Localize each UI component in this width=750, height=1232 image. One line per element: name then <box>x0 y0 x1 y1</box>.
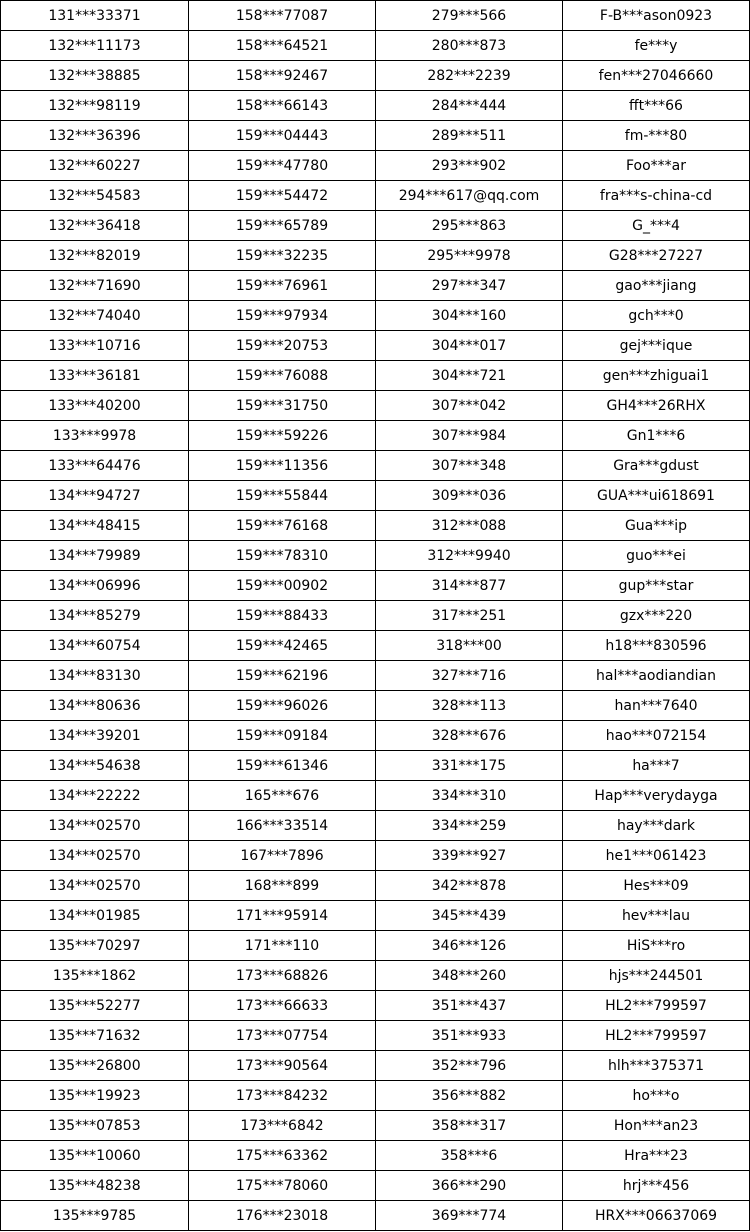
column-1-cell: 134***02570 <box>1 871 189 901</box>
column-2-cell: 159***00902 <box>189 571 376 601</box>
column-2-cell: 176***23018 <box>189 1201 376 1231</box>
column-1-cell: 133***10716 <box>1 331 189 361</box>
column-4-cell: Hes***09 <box>563 871 750 901</box>
table-row <box>1 331 750 361</box>
column-4-cell: fe***y <box>563 31 750 61</box>
column-3-cell: 328***113 <box>376 691 563 721</box>
table-row <box>1 841 750 871</box>
table-row <box>1 121 750 151</box>
table-row <box>1 631 750 661</box>
column-4-cell: hal***aodiandian <box>563 661 750 691</box>
column-1-cell: 133***64476 <box>1 451 189 481</box>
column-2-cell: 158***66143 <box>189 91 376 121</box>
column-1-cell: 131***33371 <box>1 1 189 31</box>
column-4-cell: hlh***375371 <box>563 1051 750 1081</box>
column-4-cell: GUA***ui618691 <box>563 481 750 511</box>
table-row <box>1 1081 750 1111</box>
table-row <box>1 1111 750 1141</box>
table-row <box>1 961 750 991</box>
column-2-cell: 173***07754 <box>189 1021 376 1051</box>
column-2-cell: 159***09184 <box>189 721 376 751</box>
column-4-cell: he1***061423 <box>563 841 750 871</box>
column-4-cell: G28***27227 <box>563 241 750 271</box>
column-1-cell: 134***02570 <box>1 841 189 871</box>
table-row <box>1 691 750 721</box>
column-2-cell: 173***68826 <box>189 961 376 991</box>
table-row <box>1 571 750 601</box>
column-1-cell: 135***48238 <box>1 1171 189 1201</box>
column-1-cell: 134***94727 <box>1 481 189 511</box>
column-2-cell: 173***84232 <box>189 1081 376 1111</box>
column-1-cell: 134***80636 <box>1 691 189 721</box>
column-3-cell: 279***566 <box>376 1 563 31</box>
column-3-cell: 346***126 <box>376 931 563 961</box>
column-1-cell: 135***9785 <box>1 1201 189 1231</box>
column-3-cell: 304***017 <box>376 331 563 361</box>
table-row <box>1 811 750 841</box>
column-4-cell: gen***zhiguai1 <box>563 361 750 391</box>
table-row <box>1 721 750 751</box>
column-3-cell: 352***796 <box>376 1051 563 1081</box>
column-3-cell: 284***444 <box>376 91 563 121</box>
column-1-cell: 135***52277 <box>1 991 189 1021</box>
column-3-cell: 280***873 <box>376 31 563 61</box>
column-4-cell: gzx***220 <box>563 601 750 631</box>
column-4-cell: HiS***ro <box>563 931 750 961</box>
column-1-cell: 133***36181 <box>1 361 189 391</box>
column-4-cell: guo***ei <box>563 541 750 571</box>
column-2-cell: 159***55844 <box>189 481 376 511</box>
column-1-cell: 135***26800 <box>1 1051 189 1081</box>
column-1-cell: 135***71632 <box>1 1021 189 1051</box>
column-2-cell: 173***66633 <box>189 991 376 1021</box>
column-3-cell: 295***863 <box>376 211 563 241</box>
table-row <box>1 871 750 901</box>
table-row <box>1 271 750 301</box>
table-row <box>1 91 750 121</box>
column-2-cell: 159***61346 <box>189 751 376 781</box>
column-1-cell: 134***22222 <box>1 781 189 811</box>
column-2-cell: 158***64521 <box>189 31 376 61</box>
column-1-cell: 132***36418 <box>1 211 189 241</box>
column-1-cell: 135***10060 <box>1 1141 189 1171</box>
table-row <box>1 781 750 811</box>
column-4-cell: fra***s-china-cd <box>563 181 750 211</box>
column-2-cell: 159***04443 <box>189 121 376 151</box>
column-4-cell: HL2***799597 <box>563 1021 750 1051</box>
column-2-cell: 159***97934 <box>189 301 376 331</box>
table-row <box>1 451 750 481</box>
column-2-cell: 158***92467 <box>189 61 376 91</box>
column-2-cell: 167***7896 <box>189 841 376 871</box>
column-2-cell: 159***31750 <box>189 391 376 421</box>
column-1-cell: 134***79989 <box>1 541 189 571</box>
table-row <box>1 901 750 931</box>
column-4-cell: Gn1***6 <box>563 421 750 451</box>
column-4-cell: Hra***23 <box>563 1141 750 1171</box>
column-1-cell: 132***98119 <box>1 91 189 121</box>
column-3-cell: 358***317 <box>376 1111 563 1141</box>
column-2-cell: 171***110 <box>189 931 376 961</box>
column-2-cell: 166***33514 <box>189 811 376 841</box>
column-2-cell: 159***42465 <box>189 631 376 661</box>
column-3-cell: 289***511 <box>376 121 563 151</box>
column-4-cell: hjs***244501 <box>563 961 750 991</box>
column-1-cell: 132***71690 <box>1 271 189 301</box>
column-4-cell: HRX***06637069 <box>563 1201 750 1231</box>
column-4-cell: gch***0 <box>563 301 750 331</box>
column-3-cell: 331***175 <box>376 751 563 781</box>
table-row <box>1 751 750 781</box>
column-3-cell: 369***774 <box>376 1201 563 1231</box>
column-3-cell: 345***439 <box>376 901 563 931</box>
column-1-cell: 132***36396 <box>1 121 189 151</box>
column-2-cell: 168***899 <box>189 871 376 901</box>
table-row <box>1 1 750 31</box>
column-1-cell: 134***60754 <box>1 631 189 661</box>
column-4-cell: Hap***verydayga <box>563 781 750 811</box>
table-row <box>1 481 750 511</box>
column-4-cell: Hon***an23 <box>563 1111 750 1141</box>
table-row <box>1 601 750 631</box>
column-3-cell: 307***042 <box>376 391 563 421</box>
table-row <box>1 181 750 211</box>
column-4-cell: Gra***gdust <box>563 451 750 481</box>
column-3-cell: 351***933 <box>376 1021 563 1051</box>
column-3-cell: 295***9978 <box>376 241 563 271</box>
column-2-cell: 171***95914 <box>189 901 376 931</box>
column-1-cell: 135***70297 <box>1 931 189 961</box>
column-4-cell: hay***dark <box>563 811 750 841</box>
column-2-cell: 173***6842 <box>189 1111 376 1141</box>
column-4-cell: ha***7 <box>563 751 750 781</box>
table-row <box>1 301 750 331</box>
column-1-cell: 134***83130 <box>1 661 189 691</box>
column-1-cell: 134***01985 <box>1 901 189 931</box>
column-3-cell: 366***290 <box>376 1171 563 1201</box>
column-4-cell: F-B***ason0923 <box>563 1 750 31</box>
column-3-cell: 312***088 <box>376 511 563 541</box>
column-3-cell: 358***6 <box>376 1141 563 1171</box>
column-2-cell: 175***63362 <box>189 1141 376 1171</box>
column-3-cell: 328***676 <box>376 721 563 751</box>
column-3-cell: 314***877 <box>376 571 563 601</box>
column-3-cell: 342***878 <box>376 871 563 901</box>
table-row <box>1 61 750 91</box>
column-2-cell: 159***11356 <box>189 451 376 481</box>
table-row <box>1 241 750 271</box>
column-4-cell: han***7640 <box>563 691 750 721</box>
table-body <box>1 1 750 1231</box>
table-row <box>1 1141 750 1171</box>
column-4-cell: ho***o <box>563 1081 750 1111</box>
column-3-cell: 304***160 <box>376 301 563 331</box>
column-1-cell: 134***48415 <box>1 511 189 541</box>
column-3-cell: 294***617@qq.com <box>376 181 563 211</box>
column-4-cell: h18***830596 <box>563 631 750 661</box>
table-row <box>1 511 750 541</box>
column-2-cell: 159***47780 <box>189 151 376 181</box>
column-1-cell: 133***40200 <box>1 391 189 421</box>
column-4-cell: gao***jiang <box>563 271 750 301</box>
column-2-cell: 158***77087 <box>189 1 376 31</box>
column-4-cell: gej***ique <box>563 331 750 361</box>
column-4-cell: Gua***ip <box>563 511 750 541</box>
column-4-cell: hrj***456 <box>563 1171 750 1201</box>
column-2-cell: 159***32235 <box>189 241 376 271</box>
column-3-cell: 293***902 <box>376 151 563 181</box>
table-row <box>1 661 750 691</box>
column-1-cell: 134***54638 <box>1 751 189 781</box>
column-3-cell: 318***00 <box>376 631 563 661</box>
column-2-cell: 173***90564 <box>189 1051 376 1081</box>
column-1-cell: 134***39201 <box>1 721 189 751</box>
column-3-cell: 297***347 <box>376 271 563 301</box>
table-row <box>1 421 750 451</box>
column-1-cell: 132***74040 <box>1 301 189 331</box>
column-2-cell: 159***88433 <box>189 601 376 631</box>
column-3-cell: 317***251 <box>376 601 563 631</box>
column-3-cell: 351***437 <box>376 991 563 1021</box>
column-2-cell: 159***76168 <box>189 511 376 541</box>
column-2-cell: 159***62196 <box>189 661 376 691</box>
column-1-cell: 135***07853 <box>1 1111 189 1141</box>
column-3-cell: 356***882 <box>376 1081 563 1111</box>
column-1-cell: 134***02570 <box>1 811 189 841</box>
column-1-cell: 134***06996 <box>1 571 189 601</box>
column-2-cell: 159***65789 <box>189 211 376 241</box>
column-2-cell: 159***96026 <box>189 691 376 721</box>
table-row <box>1 1201 750 1231</box>
column-4-cell: hao***072154 <box>563 721 750 751</box>
column-1-cell: 135***1862 <box>1 961 189 991</box>
column-4-cell: fft***66 <box>563 91 750 121</box>
column-1-cell: 132***82019 <box>1 241 189 271</box>
table-row <box>1 541 750 571</box>
table-row <box>1 931 750 961</box>
column-4-cell: HL2***799597 <box>563 991 750 1021</box>
column-3-cell: 339***927 <box>376 841 563 871</box>
column-4-cell: G_***4 <box>563 211 750 241</box>
column-1-cell: 132***38885 <box>1 61 189 91</box>
table-row <box>1 991 750 1021</box>
column-3-cell: 348***260 <box>376 961 563 991</box>
table-row <box>1 1021 750 1051</box>
column-2-cell: 159***76088 <box>189 361 376 391</box>
column-4-cell: fm-***80 <box>563 121 750 151</box>
column-2-cell: 159***54472 <box>189 181 376 211</box>
column-3-cell: 312***9940 <box>376 541 563 571</box>
column-3-cell: 334***259 <box>376 811 563 841</box>
column-3-cell: 307***348 <box>376 451 563 481</box>
column-1-cell: 132***60227 <box>1 151 189 181</box>
table-row <box>1 1171 750 1201</box>
column-2-cell: 159***78310 <box>189 541 376 571</box>
column-2-cell: 165***676 <box>189 781 376 811</box>
column-1-cell: 132***11173 <box>1 31 189 61</box>
column-2-cell: 159***59226 <box>189 421 376 451</box>
column-2-cell: 159***20753 <box>189 331 376 361</box>
column-2-cell: 175***78060 <box>189 1171 376 1201</box>
table-row <box>1 151 750 181</box>
table-row <box>1 361 750 391</box>
table-row <box>1 211 750 241</box>
column-1-cell: 135***19923 <box>1 1081 189 1111</box>
column-2-cell: 159***76961 <box>189 271 376 301</box>
table-row <box>1 391 750 421</box>
column-3-cell: 307***984 <box>376 421 563 451</box>
column-4-cell: gup***star <box>563 571 750 601</box>
column-1-cell: 132***54583 <box>1 181 189 211</box>
table-row <box>1 1051 750 1081</box>
column-3-cell: 327***716 <box>376 661 563 691</box>
column-3-cell: 304***721 <box>376 361 563 391</box>
column-4-cell: hev***lau <box>563 901 750 931</box>
column-4-cell: Foo***ar <box>563 151 750 181</box>
table-row <box>1 31 750 61</box>
column-4-cell: fen***27046660 <box>563 61 750 91</box>
column-3-cell: 309***036 <box>376 481 563 511</box>
column-4-cell: GH4***26RHX <box>563 391 750 421</box>
column-1-cell: 134***85279 <box>1 601 189 631</box>
column-1-cell: 133***9978 <box>1 421 189 451</box>
column-3-cell: 334***310 <box>376 781 563 811</box>
column-3-cell: 282***2239 <box>376 61 563 91</box>
